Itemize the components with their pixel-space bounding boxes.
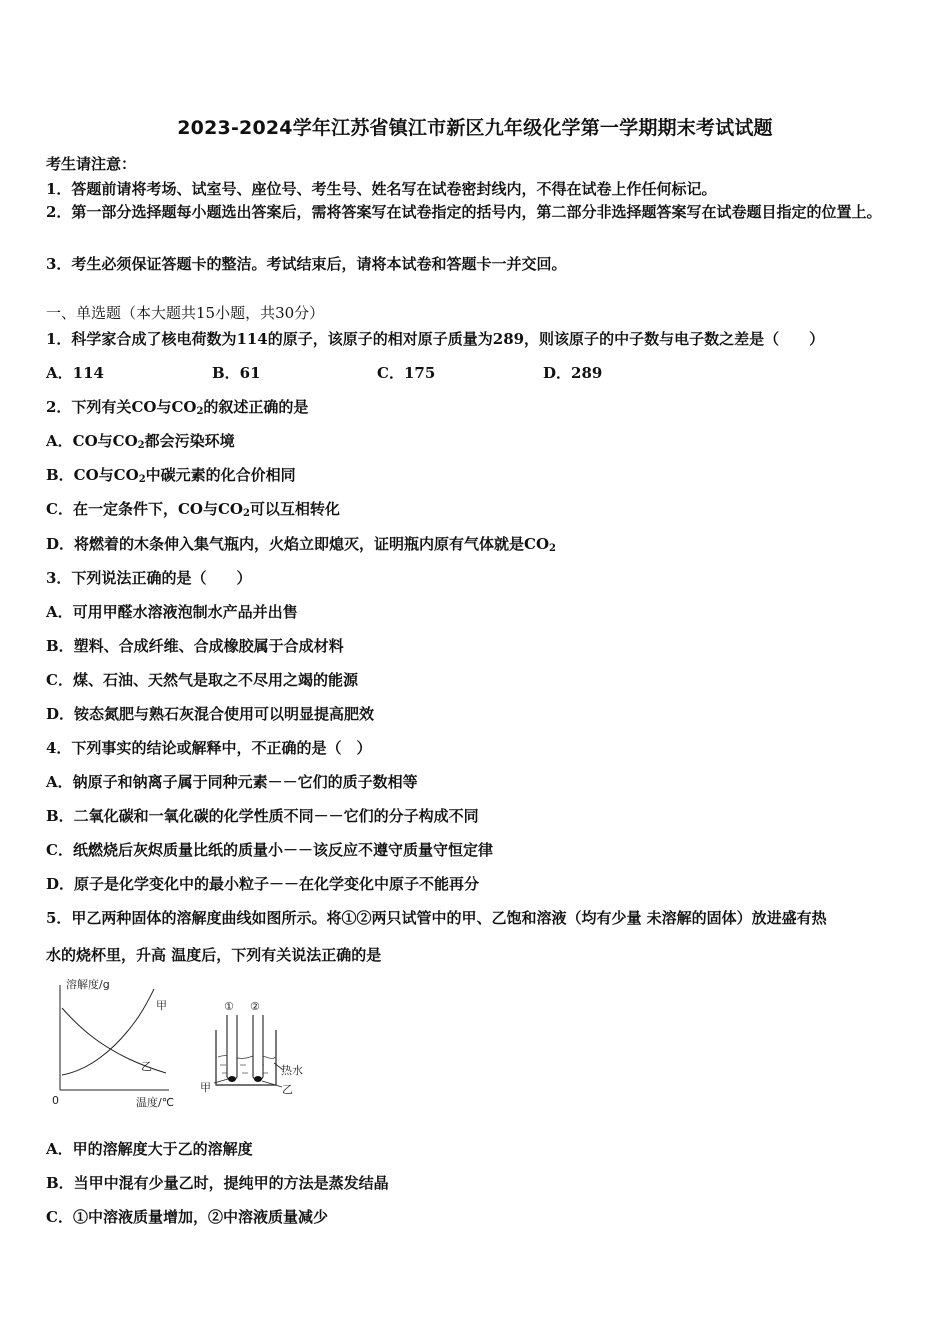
solubility-curve-figure xyxy=(44,975,194,1110)
test-tube-1 xyxy=(227,1015,237,1081)
tube-2-label: ② xyxy=(250,1000,260,1013)
q5-option-c: C．①中溶液质量增加，②中溶液质量减少 xyxy=(46,1208,328,1226)
left-solid-label: 甲 xyxy=(200,1081,211,1094)
notice-heading: 考生请注意： xyxy=(46,155,137,173)
right-solid-label: 乙 xyxy=(282,1083,293,1096)
q5-stem-line2: 水的烧杯里，升高 温度后，下列有关说法正确的是 xyxy=(46,946,382,964)
q1-option-b: B．61 xyxy=(212,364,261,382)
q4-option-a: A．钠原子和钠离子属于同种元素－－它们的质子数相等 xyxy=(46,773,418,791)
y-axis-label: 溶解度/g xyxy=(66,978,110,991)
notice-item-1: 1．答题前请将考场、试室号、座位号、考生号、姓名写在试卷密封线内，不得在试卷上作任何标记。 xyxy=(46,180,717,198)
q2-option-text: A．CO与CO xyxy=(46,432,138,450)
solid-yi xyxy=(254,1076,262,1082)
q3-option-b: B．塑料、合成纤维、合成橡胶属于合成材料 xyxy=(46,637,344,655)
tube-1-label: ① xyxy=(224,1000,234,1013)
curve-yi-label: 乙 xyxy=(141,1060,152,1073)
q1-stem: 1．科学家合成了核电荷数为114的原子，该原子的相对原子质量为289，则该原子的中子数与电子数之差是（ ） xyxy=(46,330,825,348)
q2-option-text: 都会污染环境 xyxy=(144,432,235,450)
section-heading: 一、单选题（本大题共15小题，共30分） xyxy=(46,304,325,322)
subscript: 2 xyxy=(242,508,250,519)
curve-jia-label: 甲 xyxy=(156,999,167,1012)
page-title: 2023-2024学年江苏省镇江市新区九年级化学第一学期期末考试试题 xyxy=(177,117,773,139)
q5-option-b: B．当甲中混有少量乙时，提纯甲的方法是蒸发结晶 xyxy=(46,1174,389,1192)
subscript: 2 xyxy=(549,543,556,554)
q2-option-d xyxy=(46,533,556,554)
x-axis-label: 温度/℃ xyxy=(136,1096,175,1109)
q2-option-c xyxy=(46,498,340,519)
q2-option-text: D．将燃着的木条伸入集气瓶内，火焰立即熄灭，证明瓶内原有气体就是CO xyxy=(46,535,550,553)
q4-stem: 4．下列事实的结论或解释中，不正确的是（ ） xyxy=(46,739,372,757)
q3-option-a: A．可用甲醛水溶液泡制水产品并出售 xyxy=(46,603,298,621)
notice-item-2: 2．第一部分选择题每小题选出答案后，需将答案写在试卷指定的括号内，第二部分非选择题答案写在试卷题目指定的位置上。 xyxy=(46,203,882,221)
q1-option-a: A．114 xyxy=(46,364,104,382)
q2-stem-text: 2．下列有关CO与CO xyxy=(46,398,197,416)
subscript: 2 xyxy=(138,474,146,485)
q3-stem: 3．下列说法正确的是（ ） xyxy=(46,569,252,587)
q2-stem xyxy=(46,396,308,417)
q2-option-b xyxy=(46,464,296,485)
q4-option-b: B．二氧化碳和一氧化碳的化学性质不同－－它们的分子构成不同 xyxy=(46,807,479,825)
test-tube-2 xyxy=(253,1015,263,1081)
q2-option-text: 中碳元素的化合价相同 xyxy=(145,466,296,484)
q1-option-c: C．175 xyxy=(377,364,436,382)
q5-option-a: A．甲的溶解度大于乙的溶解度 xyxy=(46,1140,253,1158)
q4-option-c: C．纸燃烧后灰烬质量比纸的质量小－－该反应不遵守质量守恒定律 xyxy=(46,841,493,859)
q3-option-c: C．煤、石油、天然气是取之不尽用之竭的能源 xyxy=(46,671,358,689)
solid-jia xyxy=(228,1076,236,1082)
q5-stem-line1: 5．甲乙两种固体的溶解度曲线如图所示。将①②两只试管中的甲、乙饱和溶液（均有少量 未溶解的固体）放进盛有热 xyxy=(46,909,827,927)
hot-water-label: 热水 xyxy=(281,1064,303,1077)
q2-stem-text: 的叙述正确的是 xyxy=(203,398,309,416)
q2-option-text: 可以互相转化 xyxy=(249,500,340,518)
q2-option-text: B．CO与CO xyxy=(46,466,139,484)
subscript: 2 xyxy=(196,406,204,417)
q2-option-a xyxy=(46,430,235,451)
q1-option-d: D．289 xyxy=(543,364,603,382)
q3-option-d: D．铵态氮肥与熟石灰混合使用可以明显提高肥效 xyxy=(46,705,375,723)
q4-option-d: D．原子是化学变化中的最小粒子－－在化学变化中原子不能再分 xyxy=(46,875,480,893)
beaker-figure xyxy=(196,995,311,1105)
notice-item-3: 3．考生必须保证答题卡的整洁。考试结束后，请将本试卷和答题卡一并交回。 xyxy=(46,255,567,273)
subscript: 2 xyxy=(137,440,145,451)
origin-label: 0 xyxy=(52,1094,59,1107)
q2-option-text: C．在一定条件下，CO与CO xyxy=(46,500,243,518)
